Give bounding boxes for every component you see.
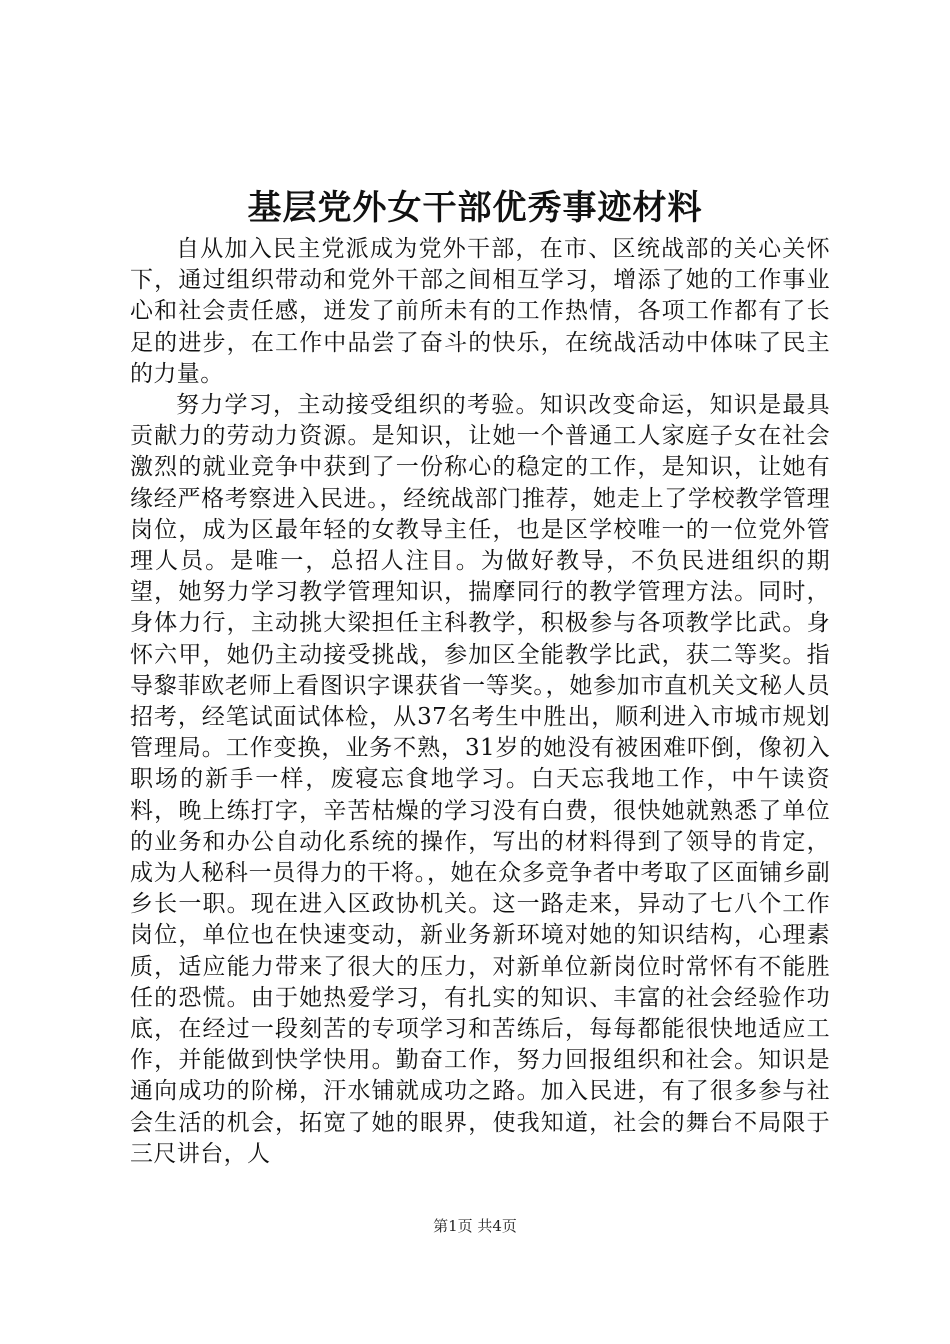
document-body	[130, 234, 830, 1170]
document-title: 基层党外女干部优秀事迹材料	[247, 188, 703, 228]
paragraph-learning: 努力学习，主动接受组织的考验。知识改变命运，知识是最具贡献力的劳动力资源。是知识，让她一个普通工人家庭子女在社会激烈的就业竞争中获到了一份称心的稳定的工作，是知识，让她有缘经严格考察进入民进。，经统战部门推荐，她走上了学校教学管理岗位，成为区最年轻的女教导主任，也是区学校唯一的一位党外管理人员。是唯一，总招人注目。为做好教导，不负民进组织的期望，她努力学习教学管理知识，揣摩同行的教学管理方法。同时，身体力行，主动挑大梁担任主科教学，积极参与各项教学比武。身怀六甲，她仍主动接受挑战，参加区全能教学比武，获二等奖。指导黎菲欧老师上看图识字课获省一等奖。，她参加市直机关文秘人员招考，经笔试面试体检，从37名考生中胜出，顺利进入市城市规划管理局。工作变换，业务不熟，31岁的她没有被困难吓倒，像初入职场的新手一样，废寝忘食地学习。白天忘我地工作，中午读资料，晚上练打字，辛苦枯燥的学习没有白费，很快她就熟悉了单位的业务和办公自动化系统的操作，写出的材料得到了领导的肯定，成为人秘科一员得力的干将。，她在众多竞争者中考取了区面铺乡副乡长一职。现在进入区政协机关。这一路走来，异动了七八个工作岗位，单位也在快速变动，新业务新环境对她的知识结构，心理素质，适应能力带来了很大的压力，对新单位新岗位时常怀有不能胜任的恐慌。由于她热爱学习，有扎实的知识、丰富的社会经验作功底，在经过一段刻苦的专项学习和苦练后，每每都能很快地适应工作，并能做到快学快用。勤奋工作，努力回报组织和社会。知识是通向成功的阶梯，汗水铺就成功之路。加入民进，有了很多参与社会生活的机会，拓宽了她的眼界，使我知道，社会的舞台不局限于三尺讲台，人	[130, 392, 830, 1167]
paragraph-intro: 自从加入民主党派成为党外干部，在市、区统战部的关心关怀下，通过组织带动和党外干部之间相互学习，增添了她的工作事业心和社会责任感，迸发了前所未有的工作热情，各项工作都有了长足的进步，在工作中品尝了奋斗的快乐，在统战活动中体味了民主的力量。	[130, 236, 830, 387]
page-number: 第1页 共4页	[433, 1217, 517, 1235]
